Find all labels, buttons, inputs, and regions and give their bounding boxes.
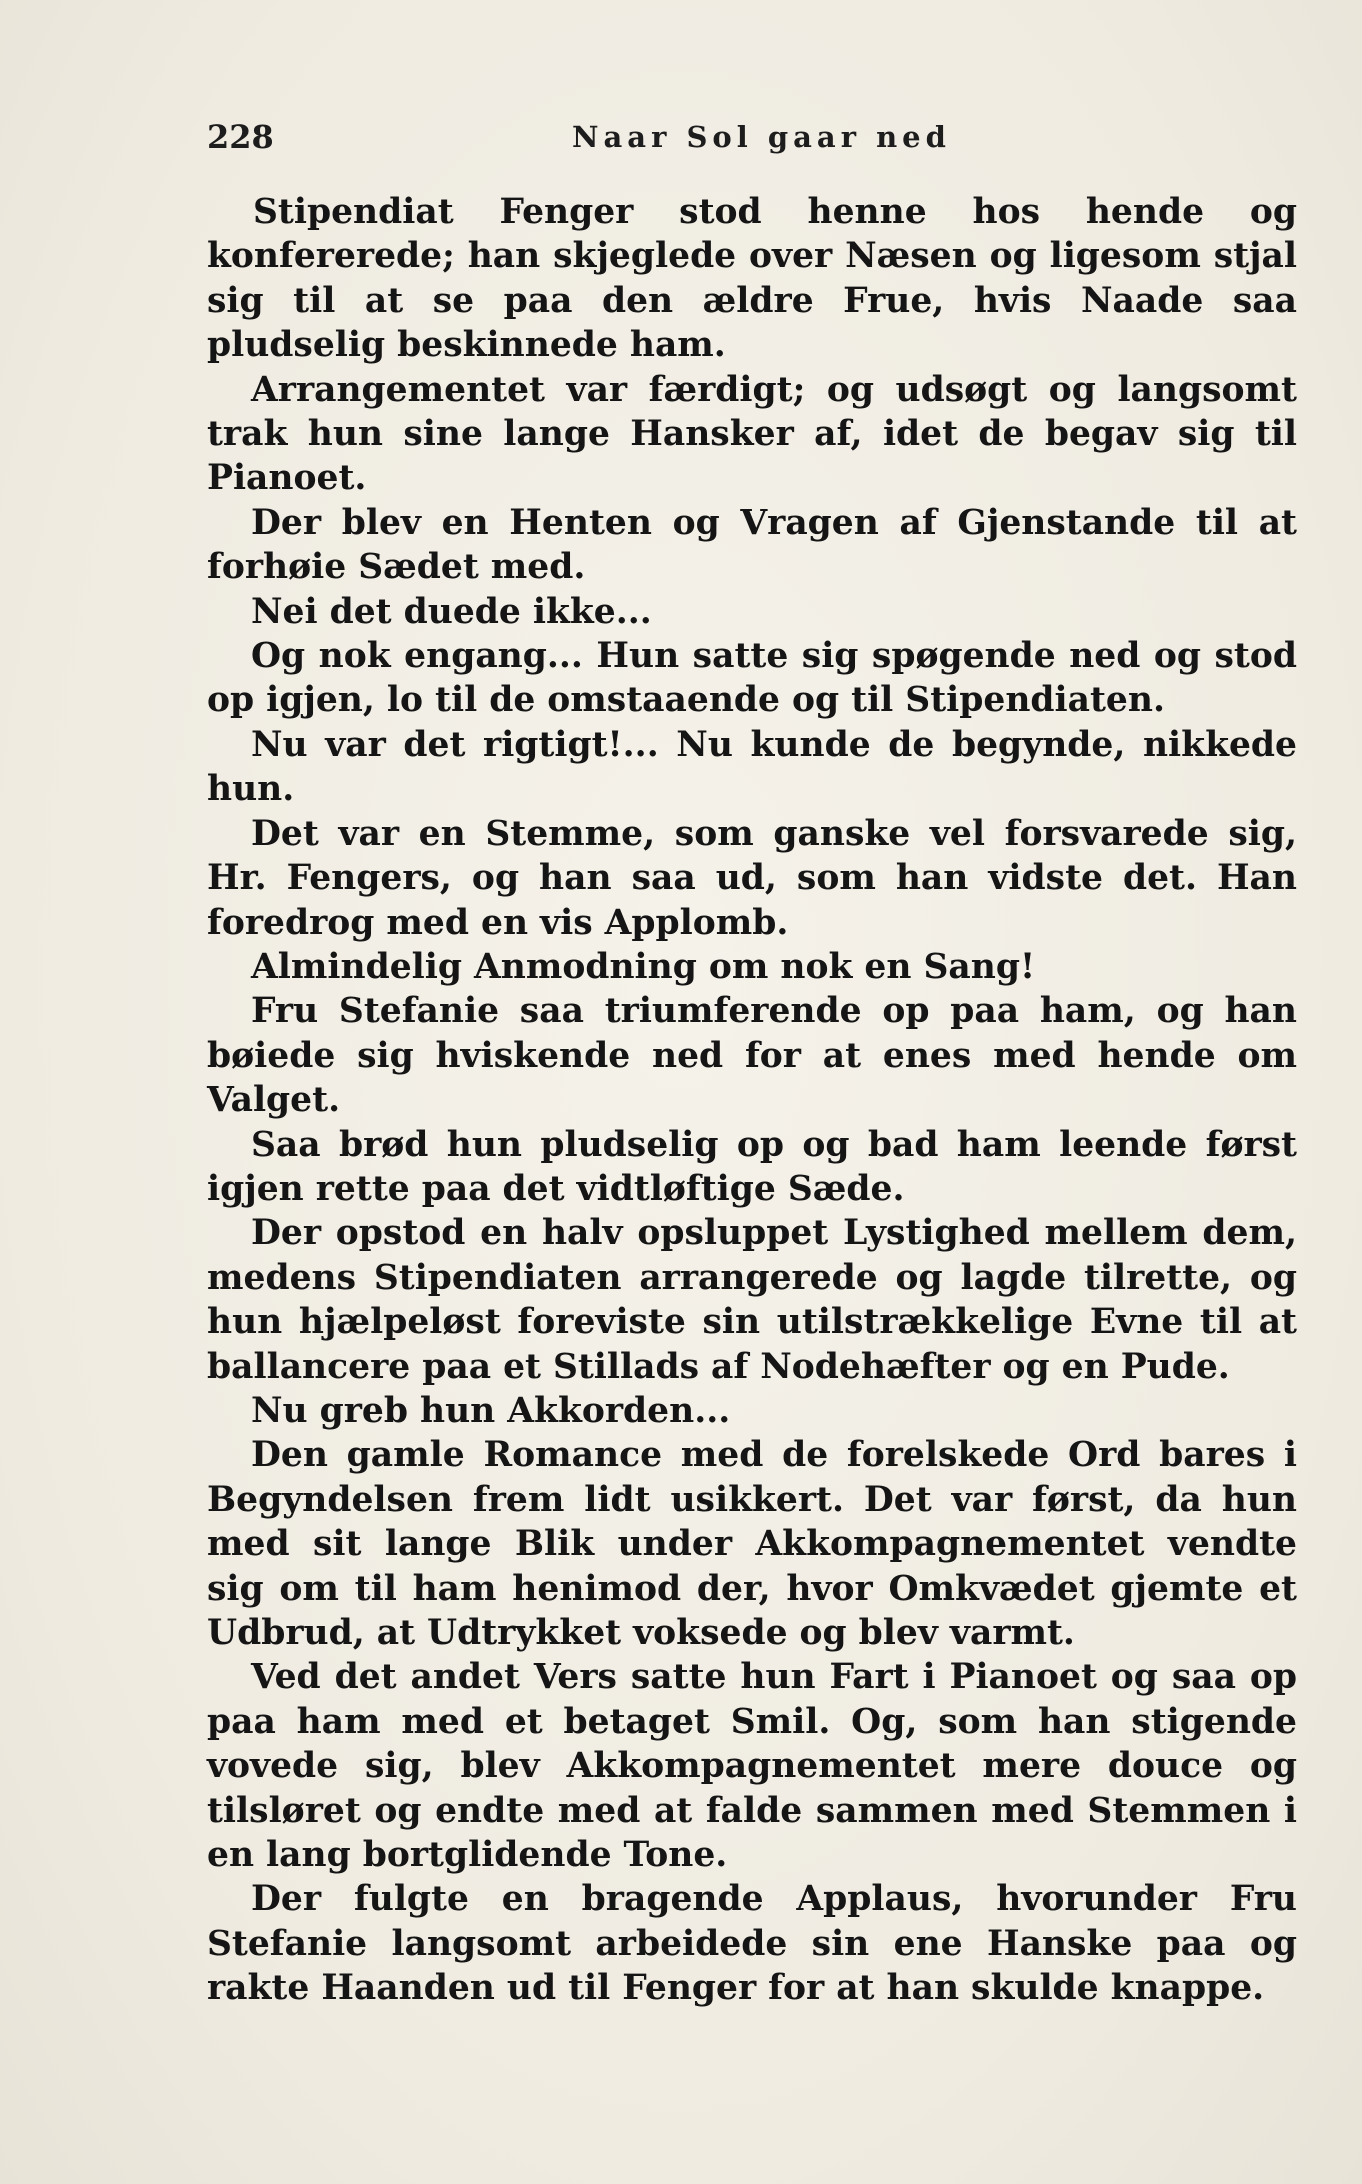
- paragraph: Og nok engang... Hun satte sig spøgende ned og stod op igjen, lo til de omstaaende og til Stipendiaten.: [207, 636, 1297, 721]
- paragraph: Arrangementet var færdigt; og udsøgt og langsomt trak hun sine lange Hansker af, idet de begav sig til Pianoet.: [207, 369, 1297, 499]
- paragraph: Der fulgte en bragende Applaus, hvorunder Fru Stefanie langsomt arbeidede sin ene Hanske paa og rakte Haanden ud til Fenger for at han skulde knappe.: [207, 1879, 1297, 2009]
- paragraph: Almindelig Anmodning om nok en Sang!: [251, 946, 1036, 987]
- paragraph: Saa brød hun pludselig op og bad ham leende først igjen rette paa det vidtløftige Sæde.: [207, 1124, 1297, 1209]
- paragraph: Nu greb hun Akkorden...: [251, 1390, 731, 1431]
- running-title: Naar Sol gaar ned: [572, 120, 951, 154]
- paragraph: Det var en Stemme, som ganske vel forsvarede sig, Hr. Fengers, og han saa ud, som han vidste det. Han foredrog med en vis Applomb.: [207, 813, 1297, 943]
- page-header: [207, 118, 1297, 168]
- paragraph: Nu var det rigtigt!... Nu kunde de begynde, nikkede hun.: [207, 724, 1297, 810]
- paragraph: Ved det andet Vers satte hun Fart i Pianoet og saa op paa ham med et betaget Smil. Og, som han stigende vovede sig, blev Akkompagnementet mere douce og tilsløret og endte med at falde sammen med Stemmen i en lang bortglidende Tone.: [207, 1657, 1297, 1876]
- paragraph: Der opstod en halv opsluppet Lystighed mellem dem, medens Stipendiaten arrangerede og lagde tilrette, og hun hjælpeløst foreviste sin utilstrækkelige Evne til at ballancere paa et Stillads af Nodehæfter og en Pude.: [207, 1213, 1297, 1387]
- body-text: [207, 190, 1297, 2011]
- paragraph: Nei det duede ikke...: [251, 591, 652, 632]
- paragraph: Stipendiat Fenger stod henne hos hende og konfererede; han skjeglede over Næsen og ligesom stjal sig til at se paa den ældre Frue, hvis Naade saa pludselig beskinnede ham.: [207, 192, 1297, 366]
- paragraph: Fru Stefanie saa triumferende op paa ham, og han bøiede sig hviskende ned for at enes med hende om Valget.: [207, 991, 1297, 1121]
- paragraph: Den gamle Romance med de forelskede Ord bares i Begyndelsen frem lidt usikkert. Det var først, da hun med sit lange Blik under Akkompagnementet vendte sig om til ham henimod der, hvor Omkvædet gjemte et Udbrud, at Udtrykket voksede og blev varmt.: [207, 1435, 1297, 1653]
- page-number: 228: [207, 118, 274, 156]
- paragraph: Der blev en Henten og Vragen af Gjenstande til at forhøie Sædet med.: [207, 502, 1297, 588]
